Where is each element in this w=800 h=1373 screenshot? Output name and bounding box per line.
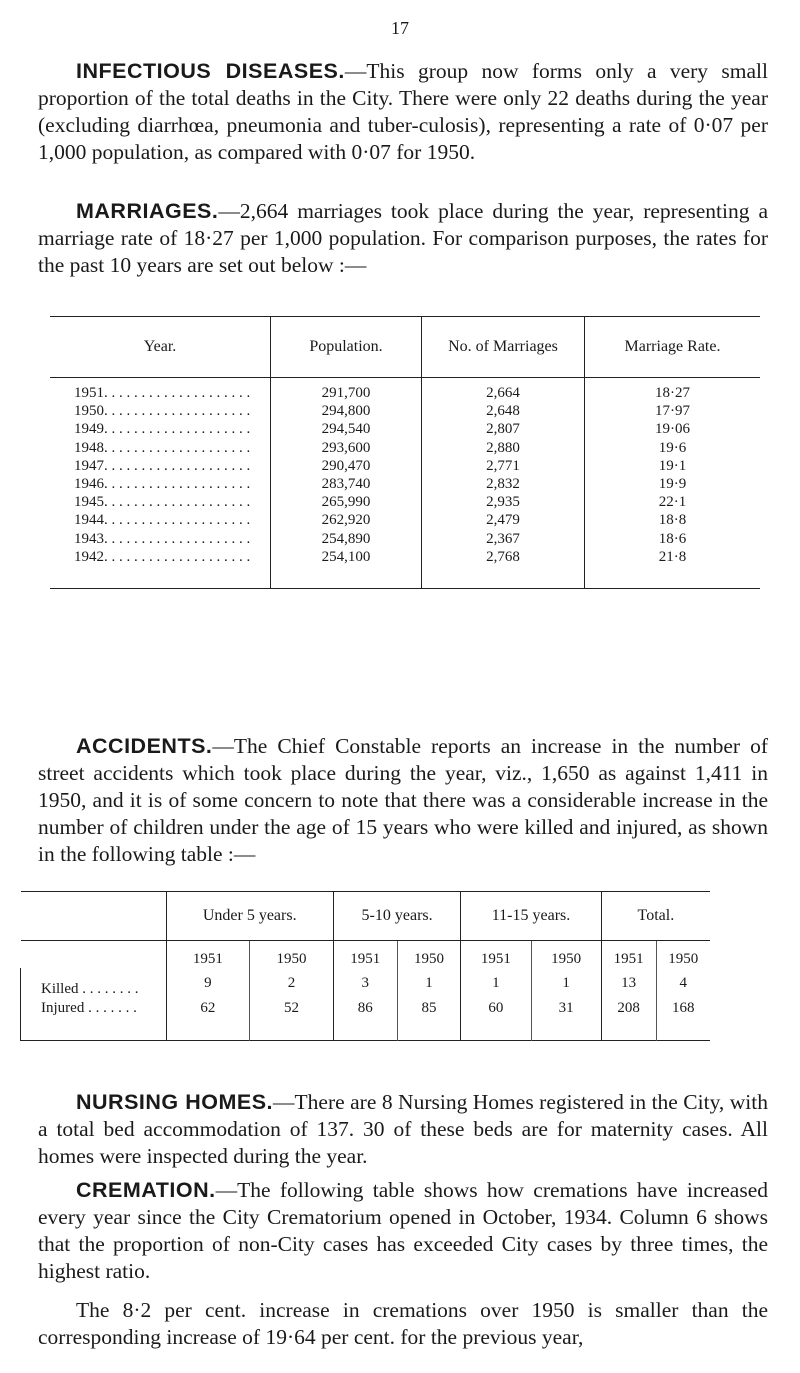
marriages-text: —2,664 marriages took place during the year, representing a marriage rate of 18·27 per 1,000 population. For comparison purposes, the rates for the past 10 years are set out below :—: [38, 199, 768, 277]
year-header: 1951: [166, 941, 250, 969]
value-cell: 86: [333, 999, 397, 1041]
value-cell: 1: [461, 968, 531, 999]
table-row: [50, 511, 760, 529]
year-header: 1950: [250, 941, 334, 969]
accidents-text: —The Chief Constable reports an increase in the number of street accidents which took place during the year, viz., 1,650 as against 1,411 in 1950, and it is of some concern to note that there was a considerable increase in the number of children under the age of 15 years who were killed and injured, as shown in the following table :—: [38, 734, 768, 866]
cremation-paragraph: [38, 1177, 768, 1285]
marriages-cell: 2,648: [422, 402, 585, 420]
year-cell: 1944. . . . . . . . . . . . . . . . . . . .: [74, 512, 251, 529]
group-under-5: Under 5 years.: [166, 892, 333, 941]
value-cell: 62: [166, 999, 250, 1041]
value-cell: 31: [531, 999, 601, 1041]
population-cell: 283,740: [271, 475, 422, 493]
table-row: [21, 999, 711, 1041]
population-cell: 291,700: [271, 378, 422, 403]
year-cell: 1946. . . . . . . . . . . . . . . . . . . .: [74, 476, 251, 493]
table-row: [50, 548, 760, 589]
cremation-paragraph-2: The 8·2 per cent. increase in cremations over 1950 is smaller than the corresponding increase of 19·64 per cent. for the previous year,: [38, 1298, 768, 1349]
table-row: [50, 493, 760, 511]
rate-cell: 19·9: [585, 475, 761, 493]
marriages-cell: 2,832: [422, 475, 585, 493]
page-number: 17: [391, 18, 409, 38]
row-label: Killed . . . . . . . .: [21, 968, 167, 999]
value-cell: 2: [250, 968, 334, 999]
cremation-heading: CREMATION.: [76, 1178, 216, 1202]
marriages-heading: MARRIAGES.: [76, 199, 219, 223]
col-header-population: Population.: [271, 317, 422, 378]
table-row: [50, 439, 760, 457]
rate-cell: 19·6: [585, 439, 761, 457]
marriages-cell: 2,479: [422, 511, 585, 529]
value-cell: 1: [397, 968, 461, 999]
rate-cell: 21·8: [585, 548, 761, 589]
accidents-paragraph: [38, 733, 768, 868]
value-cell: 3: [333, 968, 397, 999]
rate-cell: 17·97: [585, 402, 761, 420]
marriage-rates-table: [50, 316, 760, 589]
value-cell: 208: [601, 999, 656, 1041]
year-header: 1950: [531, 941, 601, 969]
value-cell: 13: [601, 968, 656, 999]
year-cell: 1948. . . . . . . . . . . . . . . . . . . .: [74, 439, 251, 456]
marriages-cell: 2,935: [422, 493, 585, 511]
table-row: [50, 402, 760, 420]
rate-cell: 18·6: [585, 530, 761, 548]
row-label: Injured . . . . . . .: [21, 999, 167, 1041]
table-row: [50, 530, 760, 548]
rate-cell: 19·1: [585, 457, 761, 475]
value-cell: 1: [531, 968, 601, 999]
value-cell: 60: [461, 999, 531, 1041]
group-5-10: 5-10 years.: [333, 892, 460, 941]
nursing-homes-paragraph: [38, 1089, 768, 1170]
rate-cell: 22·1: [585, 493, 761, 511]
year-header: 1951: [461, 941, 531, 969]
year-cell: 1942. . . . . . . . . . . . . . . . . . . .: [74, 548, 251, 565]
population-cell: 254,890: [271, 530, 422, 548]
year-header: 1951: [601, 941, 656, 969]
year-cell: 1951. . . . . . . . . . . . . . . . . . . .: [74, 385, 251, 401]
rate-cell: 19·06: [585, 420, 761, 438]
rate-cell: 18·27: [585, 378, 761, 403]
population-cell: 294,540: [271, 420, 422, 438]
marriages-cell: 2,768: [422, 548, 585, 589]
year-header: 1950: [397, 941, 461, 969]
value-cell: 52: [250, 999, 334, 1041]
infectious-diseases-paragraph: [38, 58, 768, 166]
population-cell: 265,990: [271, 493, 422, 511]
value-cell: 4: [656, 968, 710, 999]
nursing-homes-text: —There are 8 Nursing Homes registered in the City, with a total bed accommodation of 137. 30 of these beds are for maternity cases. All homes were inspected during the year.: [38, 1090, 768, 1168]
year-cell: 1949. . . . . . . . . . . . . . . . . . . .: [74, 421, 251, 438]
population-cell: 293,600: [271, 439, 422, 457]
table-row: [50, 457, 760, 475]
col-header-marriages: No. of Marriages: [422, 317, 585, 378]
table-row: [50, 420, 760, 438]
col-header-year: Year.: [50, 317, 271, 378]
table-row: [50, 475, 760, 493]
group-11-15: 11-15 years.: [461, 892, 601, 941]
group-total: Total.: [601, 892, 710, 941]
years-row-label: [21, 941, 167, 969]
year-cell: 1950. . . . . . . . . . . . . . . . . . . .: [74, 403, 251, 420]
year-cell: 1947. . . . . . . . . . . . . . . . . . . .: [74, 457, 251, 474]
year-header: 1951: [333, 941, 397, 969]
corner-cell: [21, 892, 167, 941]
accidents-children-table: [20, 891, 710, 1041]
value-cell: 168: [656, 999, 710, 1041]
year-cell: 1945. . . . . . . . . . . . . . . . . . . .: [74, 494, 251, 511]
marriages-paragraph: [38, 198, 768, 279]
rate-cell: 18·8: [585, 511, 761, 529]
marriages-cell: 2,880: [422, 439, 585, 457]
population-cell: 262,920: [271, 511, 422, 529]
infectious-diseases-heading: INFECTIOUS DISEASES.: [76, 59, 345, 83]
marriages-cell: 2,367: [422, 530, 585, 548]
infectious-diseases-text: —This group now forms only a very small proportion of the total deaths in the City. There were only 22 deaths during the year (excluding diarrhœa, pneumonia and tuber-culosis), representing a rate of 0·07 per 1,000 population, as compared with 0·07 for 1950.: [38, 59, 768, 164]
cremation-text: —The following table shows how cremations have increased every year since the City Crematorium opened in October, 1934. Column 6 shows that the proportion of non-City cases has exceeded City cases by three times, the highest ratio.: [38, 1178, 768, 1283]
nursing-homes-heading: NURSING HOMES.: [76, 1090, 274, 1114]
population-cell: 290,470: [271, 457, 422, 475]
accidents-heading: ACCIDENTS.: [76, 734, 213, 758]
marriages-cell: 2,807: [422, 420, 585, 438]
value-cell: 85: [397, 999, 461, 1041]
marriages-cell: 2,664: [422, 378, 585, 403]
population-cell: 294,800: [271, 402, 422, 420]
year-cell: 1943. . . . . . . . . . . . . . . . . . . .: [74, 530, 251, 547]
marriages-cell: 2,771: [422, 457, 585, 475]
value-cell: 9: [166, 968, 250, 999]
table-row: [21, 968, 711, 999]
year-header: 1950: [656, 941, 710, 969]
population-cell: 254,100: [271, 548, 422, 589]
col-header-marriage-rate: Marriage Rate.: [585, 317, 761, 378]
table-row: [50, 378, 760, 403]
